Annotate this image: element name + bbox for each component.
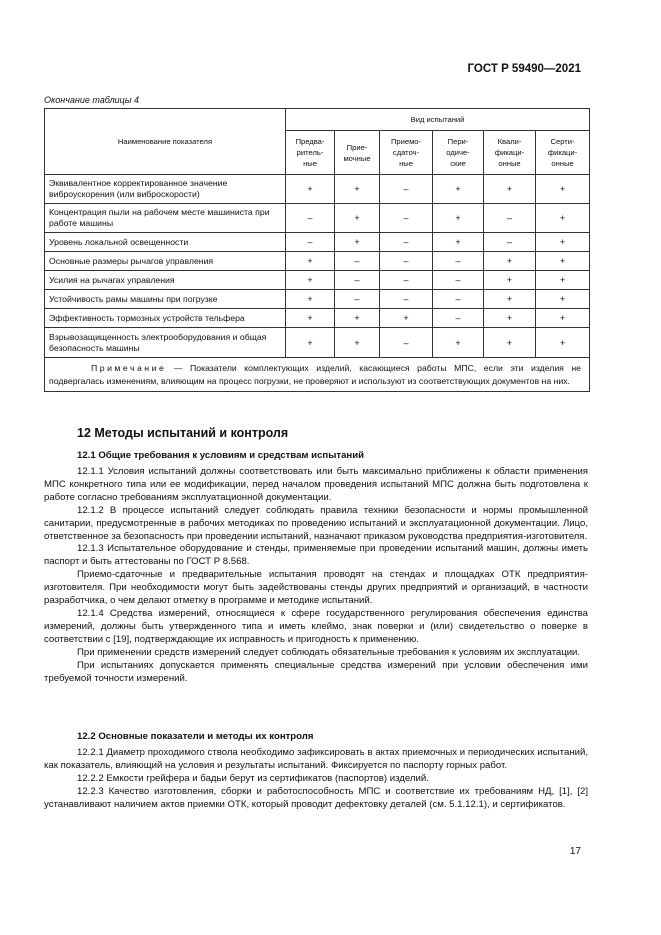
subsection-title-12-2: 12.2 Основные показатели и методы их контроля — [77, 731, 314, 742]
row-value-cell: + — [335, 233, 380, 252]
row-value-cell: + — [484, 290, 536, 309]
row-value-cell: + — [484, 252, 536, 271]
paragraph: При применении средств измерений следует соблюдать обязательные требования к условиям их эксплуатации. — [77, 646, 581, 658]
row-value-cell: – — [286, 204, 335, 233]
row-value-cell: – — [484, 204, 536, 233]
row-value-cell: + — [536, 328, 590, 358]
note-text: — Показатели комплектующих изделий, касающиеся работы МПС, если эти изделия не подвергалась изменениям, влияющим на процесс погрузки, не проверяют и используют из соответствующих документов на них. — [49, 363, 582, 386]
row-value-cell: + — [335, 204, 380, 233]
row-indicator-name: Концентрация пыли на рабочем месте машиниста при работе машины — [45, 204, 286, 233]
row-value-cell: – — [433, 309, 484, 328]
subsection-12-1-body — [44, 466, 588, 685]
table-row — [45, 204, 590, 233]
row-value-cell: – — [380, 204, 433, 233]
row-value-cell: + — [484, 328, 536, 358]
row-value-cell: + — [433, 204, 484, 233]
table-row — [45, 233, 590, 252]
row-value-cell: + — [286, 252, 335, 271]
paragraph: Приемо-сдаточные и предварительные испытания проводят на стендах и площадках ОТК предприятия-изготовителя. При необходимости могут быть задействованы стенды других предприятий и организаций, в частности разработчика, о чем делают отметку в программе и методике испытаний. — [44, 569, 588, 607]
subsection-title-12-1: 12.1 Общие требования к условиям и средствам испытаний — [77, 450, 365, 461]
table-continuation-caption: Окончание таблицы 4 — [44, 95, 139, 105]
row-value-cell: + — [536, 204, 590, 233]
table-row — [45, 252, 590, 271]
note-label: Примечание — [91, 363, 167, 373]
row-value-cell: + — [286, 328, 335, 358]
row-indicator-name: Основные размеры рычагов управления — [45, 252, 286, 271]
row-value-cell: – — [380, 252, 433, 271]
row-indicator-name: Уровень локальной освещенности — [45, 233, 286, 252]
subsection-12-2-body — [44, 747, 588, 812]
col-header-test-type: Предва- ритель- ные — [286, 131, 335, 175]
row-value-cell: – — [335, 290, 380, 309]
row-value-cell: + — [380, 309, 433, 328]
paragraph: 12.1.4 Средства измерений, относящиеся к сфере государственного регулирования обеспечения единства измерений, должны быть утвержденного типа и иметь клеймо, знак поверки и (или) свидетельство о поверке в соответствии с [19], подтверждающие их исправность и пригодность к применению. — [44, 607, 588, 645]
row-value-cell: – — [380, 233, 433, 252]
col-header-indicator: Наименование показателя — [45, 109, 286, 175]
row-value-cell: + — [433, 175, 484, 204]
row-value-cell: + — [536, 233, 590, 252]
table-row — [45, 290, 590, 309]
row-value-cell: + — [484, 175, 536, 204]
row-indicator-name: Эквивалентное корректированное значение виброускорения (или виброскорости) — [45, 175, 286, 204]
row-value-cell: + — [536, 271, 590, 290]
row-indicator-name: Взрывозащищенность электрооборудования и общая безопасность машины — [45, 328, 286, 358]
row-value-cell: + — [335, 175, 380, 204]
row-value-cell: + — [286, 271, 335, 290]
row-indicator-name: Усилия на рычагах управления — [45, 271, 286, 290]
row-indicator-name: Устойчивость рамы машины при погрузке — [45, 290, 286, 309]
row-value-cell: – — [380, 290, 433, 309]
row-value-cell: + — [536, 252, 590, 271]
row-value-cell: + — [433, 233, 484, 252]
paragraph: 12.1.2 В процессе испытаний следует соблюдать правила техники безопасности и нормы промышленной санитарии, предусмотренные в рабочих методиках по проведению испытаний и эксплуатационной документации. Лицо, ответственное за безопасность при проведении испытаний, назначают приказом руководства предприятия-изготовителя. — [44, 504, 588, 542]
col-header-test-type: Серти- фикаци- онные — [536, 131, 590, 175]
row-value-cell: – — [286, 233, 335, 252]
row-indicator-name: Эффективность тормозных устройств тельфера — [45, 309, 286, 328]
row-value-cell: + — [433, 328, 484, 358]
row-value-cell: – — [433, 290, 484, 309]
row-value-cell: + — [536, 290, 590, 309]
row-value-cell: – — [484, 233, 536, 252]
col-header-test-type: Квали- фикаци- онные — [484, 131, 536, 175]
paragraph: При испытаниях допускается применять специальные средства измерений при условии обеспечения ими требуемой точности измерений. — [44, 659, 588, 684]
section-title: 12 Методы испытаний и контроля — [77, 426, 289, 440]
row-value-cell: + — [536, 175, 590, 204]
col-header-test-type: Приемо- сдаточ- ные — [380, 131, 433, 175]
table-row — [45, 328, 590, 358]
paragraph: 12.2.2 Емкости грейфера и бадьи берут из сертификатов (паспортов) изделий. — [77, 772, 429, 784]
page-number: 17 — [569, 846, 581, 857]
row-value-cell: – — [335, 271, 380, 290]
table-row — [45, 309, 590, 328]
row-value-cell: – — [433, 271, 484, 290]
paragraph: 12.1.1 Условия испытаний должны соответствовать или быть максимально приближены к области применения МПС конкретного типа или ее модификации, перед началом проведения испытаний МПС должна быть подготовлена к работе согласно требованиям эксплуатационной документации. — [44, 466, 588, 503]
col-group-header-test-types: Вид испытаний — [286, 109, 590, 131]
row-value-cell: + — [286, 175, 335, 204]
paragraph: 12.2.3 Качество изготовления, сборки и работоспособность МПС и соответствие их требованиям НД, [1], [2] устанавливают наличием актов приемки ОТК, который проводит дефектовку деталей (см. 5.1.12.1), и сертификатов. — [44, 785, 588, 810]
col-header-test-type: Пери- одиче- ские — [433, 131, 484, 175]
row-value-cell: – — [380, 271, 433, 290]
row-value-cell: + — [484, 309, 536, 328]
row-value-cell: – — [380, 328, 433, 358]
row-value-cell: – — [335, 252, 380, 271]
row-value-cell: + — [286, 290, 335, 309]
table-row — [45, 271, 590, 290]
row-value-cell: + — [536, 309, 590, 328]
standard-designation: ГОСТ Р 59490—2021 — [467, 63, 581, 75]
row-value-cell: + — [335, 328, 380, 358]
paragraph: 12.2.1 Диаметр проходимого ствола необходимо зафиксировать в актах приемочных и периодических испытаний, как показатель, влияющий на условия и результаты испытаний. Фиксируется по паспорту горных работ. — [44, 747, 588, 771]
table-note — [45, 358, 590, 392]
row-value-cell: – — [433, 252, 484, 271]
tests-table — [44, 108, 590, 392]
row-value-cell: – — [380, 175, 433, 204]
row-value-cell: + — [286, 309, 335, 328]
row-value-cell: + — [335, 309, 380, 328]
col-header-test-type: Прие- мочные — [335, 131, 380, 175]
paragraph: 12.1.3 Испытательное оборудование и стенды, применяемые при проведении испытаний машин, должны иметь паспорт и быть аттестованы по ГОСТ Р 8.568. — [44, 543, 588, 568]
row-value-cell: + — [484, 271, 536, 290]
table-row — [45, 175, 590, 204]
